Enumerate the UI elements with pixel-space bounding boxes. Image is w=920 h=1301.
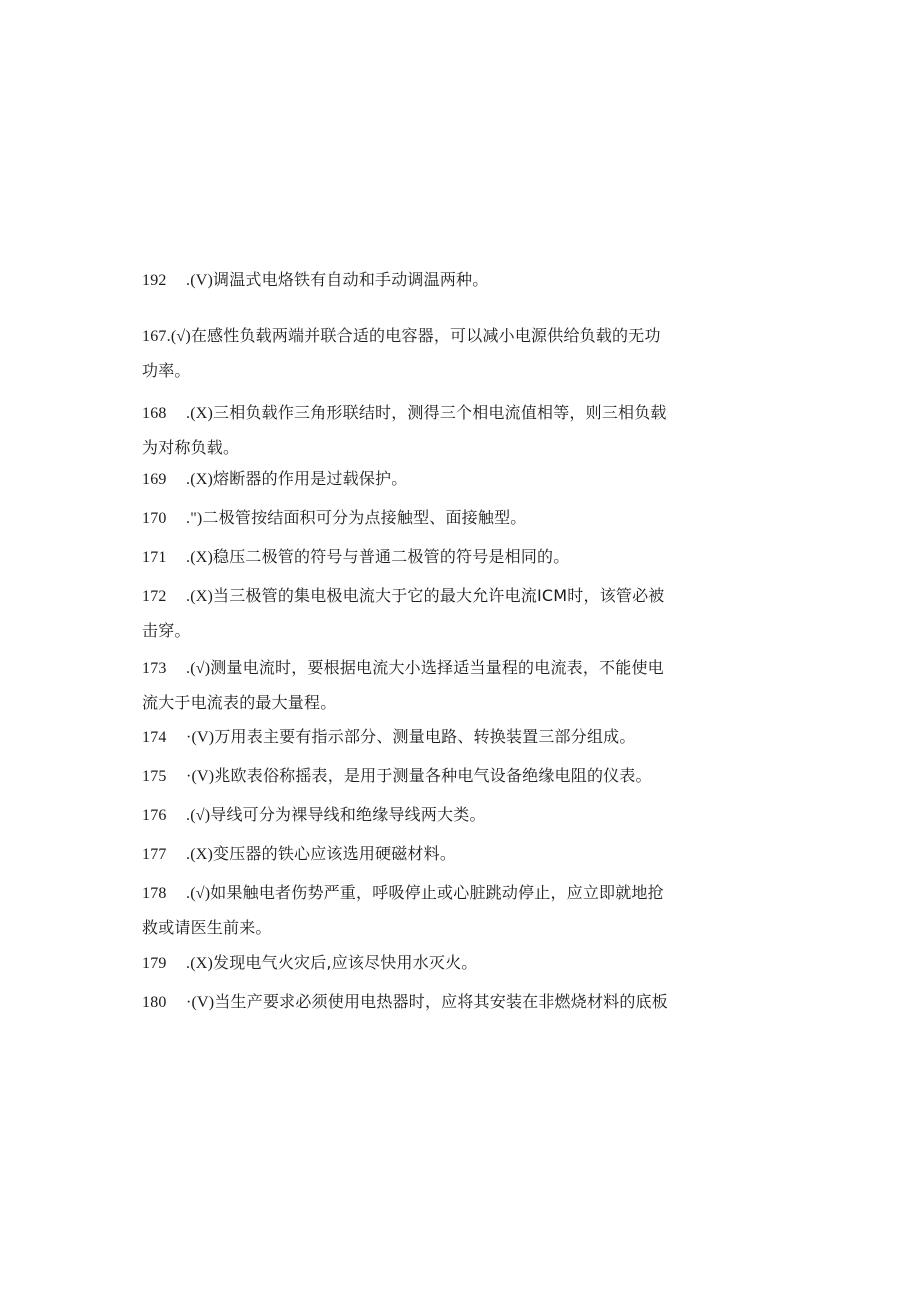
question-number: 180 — [142, 994, 167, 1011]
question-text: 发现电气火灾后,应该尽快用水灭火。 — [213, 953, 478, 972]
answer-mark: .(X) — [186, 846, 214, 863]
question-number: 170 — [142, 510, 167, 527]
question-number: 169 — [142, 471, 167, 488]
question-number: 171 — [142, 549, 167, 566]
question-text-continuation: 为对称负载。 — [142, 438, 240, 457]
question-number: 178 — [142, 885, 167, 902]
question-text: 三相负载作三角形联结时，测得三个相电流值相等，则三相负载 — [213, 403, 667, 422]
question-number: 167. — [142, 328, 171, 345]
question-text: 如果触电者伤势严重，呼吸停止或心脏跳动停止，应立即就地抢 — [210, 883, 664, 902]
answer-mark: .(√) — [186, 807, 211, 824]
answer-mark: (√) — [170, 328, 191, 345]
question-item-192 — [142, 263, 702, 298]
question-item-169 — [142, 462, 702, 497]
answer-mark: .(X) — [186, 471, 214, 488]
answer-mark: .(X) — [186, 405, 214, 422]
question-item-180 — [142, 985, 702, 1020]
answer-mark: .") — [186, 510, 203, 527]
question-number: 168 — [142, 405, 167, 422]
question-text: 测量电流时，要根据电流大小选择适当量程的电流表，不能使电 — [210, 658, 664, 677]
question-number: 179 — [142, 955, 167, 972]
question-text: 当三极管的集电极电流大于它的最大允许电流ICM时，该管必被 — [213, 586, 665, 605]
question-item-171 — [142, 540, 702, 575]
question-item-168 — [142, 396, 702, 465]
question-text: 调温式电烙铁有自动和手动调温两种。 — [213, 270, 489, 289]
question-number: 172 — [142, 588, 167, 605]
question-text-continuation: 救或请医生前来。 — [142, 918, 272, 937]
question-text: 兆欧表俗称摇表，是用于测量各种电气设备绝缘电阻的仪表。 — [214, 766, 652, 785]
question-number: 175 — [142, 768, 167, 785]
answer-mark: ·(V) — [186, 729, 215, 746]
question-text: 变压器的铁心应该选用硬磁材料。 — [213, 844, 457, 863]
question-item-176 — [142, 798, 702, 833]
question-text: 导线可分为裸导线和绝缘导线两大类。 — [210, 805, 486, 824]
question-number: 192 — [142, 272, 167, 289]
question-number: 176 — [142, 807, 167, 824]
question-number: 174 — [142, 729, 167, 746]
question-item-178 — [142, 876, 702, 945]
question-item-173 — [142, 651, 702, 720]
question-number: 173 — [142, 660, 167, 677]
question-item-167 — [142, 319, 702, 388]
question-number: 177 — [142, 846, 167, 863]
question-text-continuation: 流大于电流表的最大量程。 — [142, 693, 337, 712]
answer-mark: .(√) — [186, 660, 211, 677]
question-text: 二极管按结面积可分为点接触型、面接触型。 — [202, 508, 527, 527]
answer-mark: .(X) — [186, 549, 214, 566]
answer-mark: .(√) — [186, 885, 211, 902]
answer-mark: .(V) — [186, 272, 214, 289]
question-item-170 — [142, 501, 702, 536]
question-text-continuation: 功率。 — [142, 361, 191, 380]
question-text: 万用表主要有指示部分、测量电路、转换装置三部分组成。 — [214, 727, 636, 746]
question-item-175 — [142, 759, 702, 794]
question-text: 稳压二极管的符号与普通二极管的符号是相同的。 — [213, 547, 570, 566]
question-item-177 — [142, 837, 702, 872]
answer-mark: .(X) — [186, 955, 214, 972]
question-item-174 — [142, 720, 702, 755]
question-text: 当生产要求必须使用电热器时，应将其安装在非燃烧材料的底板 — [214, 992, 668, 1011]
answer-mark: .(X) — [186, 588, 214, 605]
question-item-179 — [142, 946, 702, 981]
answer-mark: ·(V) — [186, 994, 215, 1011]
question-text-continuation: 击穿。 — [142, 621, 191, 640]
question-text: 熔断器的作用是过载保护。 — [213, 469, 408, 488]
question-item-172 — [142, 579, 702, 648]
answer-mark: ·(V) — [186, 768, 215, 785]
question-text: 在感性负载两端并联合适的电容器，可以减小电源供给负载的无功 — [190, 326, 661, 345]
